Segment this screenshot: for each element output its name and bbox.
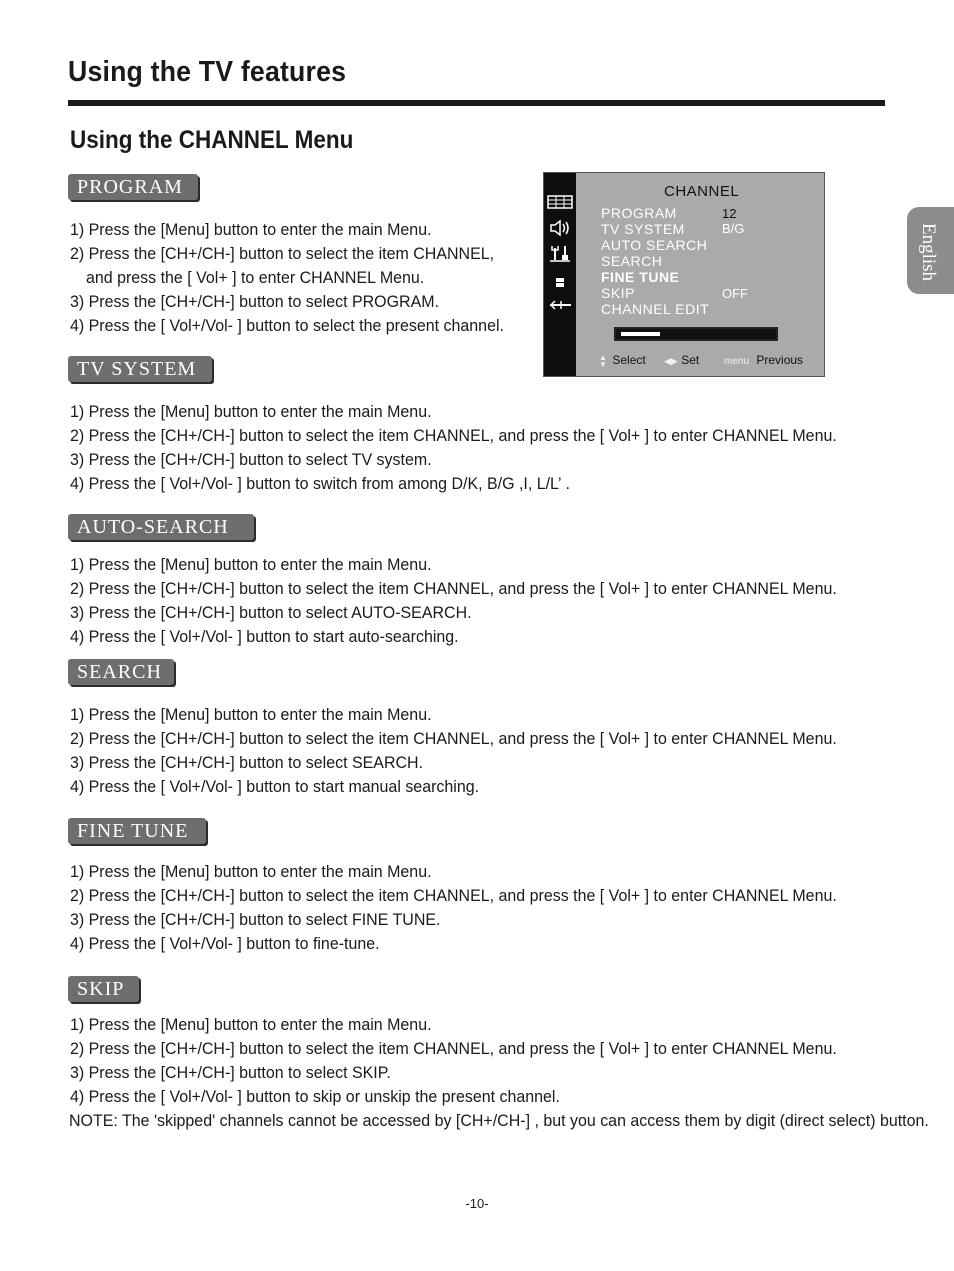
label-search: SEARCH — [68, 659, 174, 685]
step: 4) Press the [ Vol+/Vol- ] button to start manual searching. — [70, 777, 480, 796]
label-auto-search: AUTO-SEARCH — [68, 514, 254, 540]
language-tab — [907, 207, 954, 294]
steps-fine-tune — [70, 860, 886, 956]
step: 1) Press the [Menu] button to enter the main Menu. — [70, 555, 432, 574]
step: 1) Press the [Menu] button to enter the main Menu. — [70, 1015, 432, 1034]
osd-value-program: 12 — [722, 206, 737, 221]
osd-value-tv-system: B/G — [722, 221, 745, 236]
step: 3) Press the [CH+/CH-] button to select SKIP. — [70, 1063, 391, 1082]
label-program: PROGRAM — [68, 174, 198, 200]
left-right-arrow-icon: ◀▶ — [664, 356, 678, 366]
osd-item-channel-edit: CHANNEL EDIT — [601, 301, 710, 317]
step: and press the [ Vol+ ] to enter CHANNEL Menu. — [85, 268, 425, 287]
step: 3) Press the [CH+/CH-] button to select PROGRAM. — [70, 292, 439, 311]
step: 2) Press the [CH+/CH-] button to select the item CHANNEL, and press the [ Vol+ ] to enter CHANNEL Menu. — [70, 886, 837, 905]
picture-icon — [547, 193, 573, 211]
exit-icon — [547, 296, 573, 314]
osd-item-fine-tune: FINE TUNE — [601, 269, 680, 285]
step: 3) Press the [CH+/CH-] button to select SEARCH. — [70, 753, 424, 772]
step: 1) Press the [Menu] button to enter the main Menu. — [70, 402, 432, 421]
osd-help-select-label: Select — [612, 353, 646, 367]
tools-icon — [547, 244, 573, 262]
note: NOTE: The 'skipped' channels cannot be accessed by [CH+/CH-] , but you can access them by digit (direct select) button. — [69, 1111, 929, 1130]
step: 2) Press the [CH+/CH-] button to select the item CHANNEL, and press the [ Vol+ ] to enter CHANNEL Menu. — [70, 729, 837, 748]
osd-help-previous — [724, 353, 803, 367]
steps-program — [70, 218, 532, 338]
steps-tv-system — [70, 400, 886, 496]
osd-help-set-label: Set — [681, 353, 700, 367]
step: 4) Press the [ Vol+/Vol- ] button to switch from among D/K, B/G ,I, L/L’ . — [70, 474, 570, 493]
step: 4) Press the [ Vol+/Vol- ] button to select the present channel. — [70, 316, 504, 335]
step: 1) Press the [Menu] button to enter the main Menu. — [70, 705, 432, 724]
osd-item-tv-system: TV SYSTEM — [601, 221, 685, 237]
select-arrows-icon: ▲ ▼ — [599, 352, 607, 369]
steps-search — [70, 703, 886, 799]
osd-channel-menu — [543, 172, 825, 377]
language-tab-label: English — [918, 223, 939, 282]
step: 2) Press the [CH+/CH-] button to select the item CHANNEL, and press the [ Vol+ ] to enter CHANNEL Menu. — [70, 426, 837, 445]
osd-help-select-wrap — [599, 353, 646, 368]
osd-value-skip: OFF — [722, 286, 748, 301]
label-fine-tune: FINE TUNE — [68, 818, 206, 844]
step: 2) Press the [CH+/CH-] button to select the item CHANNEL, — [70, 244, 495, 263]
page-number: -10- — [465, 1196, 489, 1211]
title-rule — [68, 100, 885, 106]
osd-item-search: SEARCH — [601, 253, 663, 269]
osd-help-set — [664, 353, 699, 367]
step: 3) Press the [CH+/CH-] button to select FINE TUNE. — [70, 910, 441, 929]
label-skip: SKIP — [68, 976, 139, 1002]
step: 4) Press the [ Vol+/Vol- ] button to start auto-searching. — [70, 627, 459, 646]
label-tv-system: TV SYSTEM — [68, 356, 212, 382]
osd-item-program: PROGRAM — [601, 205, 677, 221]
sound-icon — [547, 219, 573, 237]
step: 4) Press the [ Vol+/Vol- ] button to skip or unskip the present channel. — [70, 1087, 560, 1106]
steps-auto-search — [70, 553, 886, 649]
step: 3) Press the [CH+/CH-] button to select AUTO-SEARCH. — [70, 603, 472, 622]
steps-skip — [70, 1013, 954, 1133]
step: 3) Press the [CH+/CH-] button to select TV system. — [70, 450, 432, 469]
step: 2) Press the [CH+/CH-] button to select the item CHANNEL, and press the [ Vol+ ] to enter CHANNEL Menu. — [70, 1039, 837, 1058]
step: 2) Press the [CH+/CH-] button to select the item CHANNEL, and press the [ Vol+ ] to enter CHANNEL Menu. — [70, 579, 837, 598]
channel-icon — [547, 273, 573, 291]
osd-icon-bar — [544, 173, 576, 376]
osd-fine-tune-bar — [614, 327, 778, 341]
step: 4) Press the [ Vol+/Vol- ] button to fine-tune. — [70, 934, 380, 953]
osd-title: CHANNEL — [664, 183, 740, 200]
osd-help-previous-label: Previous — [756, 353, 804, 367]
osd-item-auto-search: AUTO SEARCH — [601, 237, 708, 253]
step: 1) Press the [Menu] button to enter the main Menu. — [70, 220, 432, 239]
page-title: Using the TV features — [68, 56, 347, 88]
section-title: Using the CHANNEL Menu — [70, 126, 354, 154]
osd-item-skip: SKIP — [601, 285, 635, 301]
osd-fine-tune-level — [621, 332, 660, 336]
osd-help-menu-key: menu — [724, 356, 750, 367]
step: 1) Press the [Menu] button to enter the main Menu. — [70, 862, 432, 881]
